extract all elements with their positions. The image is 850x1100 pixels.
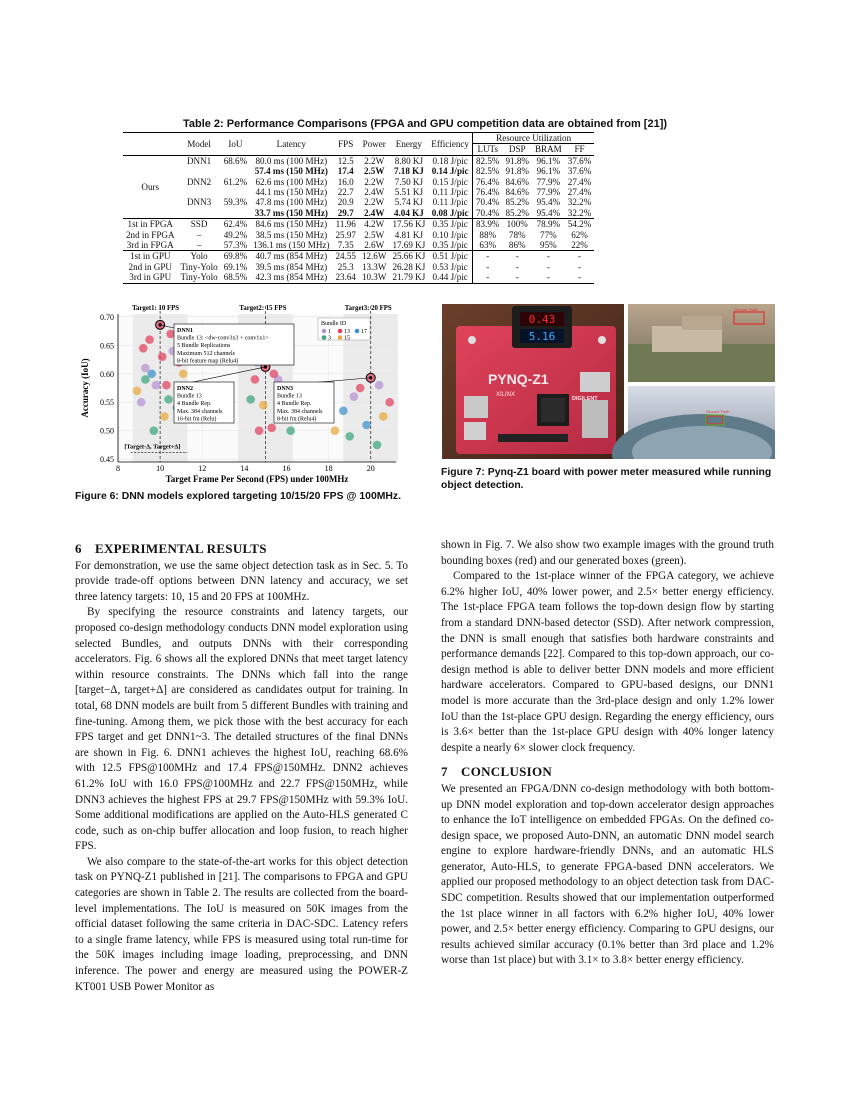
col-iou: IoU <box>221 133 251 156</box>
target-label: Target3: 20 FPS <box>344 305 392 312</box>
data-point <box>164 395 173 404</box>
bram-cell: 96.1% <box>536 166 561 177</box>
col-energy: Energy <box>389 133 428 156</box>
iou-cell: 62.4% <box>221 219 251 230</box>
col-power: Power <box>359 133 390 156</box>
fpga-rows <box>123 219 594 251</box>
energy-cell: 21.79 KJ <box>389 272 428 283</box>
y-tick-label: 0.60 <box>100 369 114 379</box>
bram-cell: 95.4% <box>536 207 561 218</box>
x-tick-label: 16 <box>282 464 291 473</box>
dsp-cell: 86% <box>508 240 526 251</box>
energy-cell: 17.69 KJ <box>392 240 426 251</box>
bram-cell: - <box>546 261 550 272</box>
entry-name-cell: 3rd in FPGA <box>126 240 174 251</box>
data-point <box>379 412 388 421</box>
paragraph: We presented an FPGA/DNN co-design methodology with both bottom-up DNN model exploration and top-down accelerator design approaches to enhance the IoT intelligence on embedded FPGAs. On the defined co-design space, we proposed Auto-DNN, an automatic DNN model search engine to explore hardware-friendly DNNs, and an automatic HLS generator, Auto-HLS, to generate FPGA-based DNN accelerators. We applied our proposed methodology to an object detection task from DAC-SDC competition. Results showed that our implementation outperformed the 1st place winner in all factors with 6.2% higher IoU, 40% lower power, and 2.5× better energy efficiency. Comparing to GPU designs, our results achieved similar accuracy (0.1% better than 3rd place and 1.2% worse than 1st place) but with 3.1× to 3.8× better energy efficiency. <box>441 782 774 967</box>
ff-cell: - <box>565 251 595 262</box>
col-resource-utilization: Resource Utilization <box>472 133 594 144</box>
legend-swatch <box>322 335 327 340</box>
power-cell: 2.2W <box>364 197 385 208</box>
data-point <box>286 426 295 435</box>
table-row <box>123 155 594 166</box>
table-row <box>123 262 594 272</box>
fig6-scatter-chart <box>78 302 398 484</box>
callout-text: Bundle 13: <dw-conv3x3 + conv1x1> <box>177 335 269 342</box>
latency-cell: 38.5 ms (150 MHz) <box>255 229 328 240</box>
x-tick-label: 10 <box>156 464 165 473</box>
eff-cell: 0.15 J/pic <box>432 176 468 187</box>
data-point <box>160 412 169 421</box>
latency-cell: 44.1 ms (150 MHz) <box>255 187 328 198</box>
model-cell: Yolo <box>178 251 221 262</box>
x-tick-label: 8 <box>116 464 120 473</box>
meter-bottom-readout: 5.16 <box>528 330 556 343</box>
target-label: Target2: 15 FPS <box>239 305 287 312</box>
luts-cell: 70.4% <box>472 197 502 207</box>
y-axis-title: Accuracy (IoU) <box>80 358 90 418</box>
power-cell: 4.2W <box>359 219 390 230</box>
data-point <box>356 384 365 393</box>
fig6-caption: Figure 6: DNN models explored targeting 10/15/20 FPS @ 100MHz. <box>75 491 401 502</box>
data-point <box>133 387 142 396</box>
data-point <box>158 352 167 361</box>
power-cell: 2.6W <box>364 240 385 251</box>
bram-cell: 96.1% <box>532 155 565 166</box>
legend-swatch <box>355 329 360 334</box>
luts-cell: 82.5% <box>472 166 502 176</box>
eff-cell: 0.18 J/pic <box>428 155 472 166</box>
fps-cell: 22.7 <box>337 187 354 198</box>
ours-rows <box>123 155 594 218</box>
y-tick-label: 0.45 <box>100 455 114 465</box>
paragraph: We also compare to the state-of-the-art works for this object detection task on PYNQ-Z1 published in [21]. The comparisons to FPGA and GPU categories are shown in Table 2. The results are collected from the board-level implementations. The IoU is measured on 50K images from the official dataset following the same criteria in DAC-SDC. Latency refers to a single frame latency, while FPS is measured using total run-time for the 50K images including image loading, preprocessing, and DNN inference. The power and energy are measured using the POWER-Z KT001 USB Power Monitor as <box>75 855 408 993</box>
range-label: [Target-Δ, Target+Δ] <box>124 443 181 451</box>
bram-cell: - <box>532 251 565 262</box>
table-row <box>123 219 594 230</box>
pynq-board-photo <box>442 304 624 459</box>
paragraph: For demonstration, we use the same object detection task as in Sec. 5. To provide trade-off options between DNN latency and accuracy, we set three latency targets: 10, 15 and 20 FPS at 100MHz. <box>75 559 408 603</box>
energy-cell: 26.28 KJ <box>392 261 426 272</box>
table-row <box>123 230 594 240</box>
ff-cell: 27.4% <box>567 176 592 187</box>
dsp-cell: 91.8% <box>505 166 529 177</box>
power-cell: 13.3W <box>361 261 387 272</box>
section-7-number: 7 <box>441 764 448 780</box>
x-tick-label: 12 <box>198 464 207 473</box>
col-dsp: DSP <box>502 144 532 155</box>
ff-cell: 37.6% <box>565 155 595 166</box>
section-7-heading <box>441 764 774 780</box>
model-cell: Tiny-Yolo <box>180 261 218 272</box>
table-caption: Table 2: Performance Comparisons (FPGA and GPU competition data are obtained from [21]) <box>182 118 668 130</box>
data-point <box>331 426 340 435</box>
eff-cell: 0.44 J/pic <box>428 272 472 283</box>
ff-cell: - <box>565 272 595 283</box>
y-tick-label: 0.55 <box>100 398 114 408</box>
eff-cell: 0.11 J/pic <box>432 197 468 208</box>
dsp-cell: 91.8% <box>502 155 532 166</box>
eff-cell: 0.53 J/pic <box>432 261 468 272</box>
iou-cell: 69.1% <box>223 261 248 272</box>
entry-name-cell: 1st in FPGA <box>123 219 178 230</box>
dsp-cell: - <box>502 272 532 283</box>
col-model: Model <box>178 133 221 156</box>
luts-cell: - <box>472 262 502 272</box>
latency-cell: 47.8 ms (100 MHz) <box>255 197 328 208</box>
section-7-title: CONCLUSION <box>461 764 553 780</box>
energy-cell: 8.80 KJ <box>389 155 428 166</box>
col-luts: LUTs <box>472 144 502 155</box>
power-cell: 2.4W <box>364 187 385 198</box>
model-cell: – <box>196 240 202 251</box>
iou-cell: 61.2% <box>223 176 248 187</box>
section-6-number: 6 <box>75 541 82 556</box>
latency-cell: 57.4 ms (150 MHz) <box>254 166 328 177</box>
model-cell: – <box>196 229 202 240</box>
x-tick-label: 14 <box>240 464 249 473</box>
luts-cell: - <box>472 251 502 262</box>
energy-cell: 4.04 KJ <box>393 207 424 218</box>
gt-label-1: Ground Truth <box>734 307 758 312</box>
x-axis-title: Target Frame Per Second (FPS) under 100MHz <box>165 474 349 484</box>
section-6-heading <box>75 541 408 557</box>
energy-cell: 7.50 KJ <box>394 176 423 187</box>
x-tick-label: 18 <box>324 464 333 473</box>
callout-text: 16-bit fm (Relu) <box>177 416 217 423</box>
performance-table <box>123 132 594 284</box>
model-cell: SSD <box>178 219 221 230</box>
iou-cell: 68.6% <box>221 155 251 176</box>
gt-label-2: Ground Truth <box>706 409 730 414</box>
eff-cell: 0.35 J/pic <box>432 240 468 251</box>
latency-cell: 39.5 ms (854 MHz) <box>255 261 328 272</box>
legend-item-label: 15 <box>344 335 350 342</box>
latency-cell: 84.6 ms (150 MHz) <box>250 219 332 230</box>
table-row <box>123 272 594 283</box>
ff-cell: - <box>578 261 582 272</box>
luts-cell: 76.4% <box>472 187 502 197</box>
eff-cell: 0.08 J/pic <box>431 207 469 218</box>
legend-item-label: 3 <box>328 335 331 342</box>
latency-cell: 80.0 ms (100 MHz) <box>250 155 332 166</box>
paragraph: Compared to the 1st-place winner of the FPGA category, we achieve 6.2% higher IoU, 40% lower power, and 2.5× better energy efficiency. The 1st-place FPGA team follows the top-down design flow by starting from a standard DNN-based detector (SSD). After network compression, the DNN is small enough that satisfies both hardware constraints and performance demands [22]. Compared to this top-down approach, our co-design method is able to deliver better DNN models and more efficient hardware accelerators. Compared to GPU-based designs, our DNN1 model is more accurate than the 3rd-place design and only 1.2% lower IoU than the 1st-place GPU design. Regarding the energy efficiency, ours is 3.6× better than the 1st-place GPU design with 40% longer latency despite a nearly 6× slower clock frequency. <box>441 570 774 754</box>
dsp-cell: - <box>515 261 519 272</box>
eff-cell: 0.14 J/pic <box>431 166 469 177</box>
data-point <box>259 401 268 410</box>
xilinx-label: XILINX <box>496 392 516 398</box>
col-fps: FPS <box>332 133 358 156</box>
y-tick-label: 0.70 <box>100 312 114 322</box>
latency-cell: 136.1 ms (150 MHz) <box>253 240 330 251</box>
dsp-cell: 100% <box>502 219 532 230</box>
data-point <box>137 398 146 407</box>
data-point <box>251 375 260 384</box>
data-point <box>145 335 154 344</box>
fps-cell: 23.64 <box>332 272 358 283</box>
ff-cell: 54.2% <box>565 219 595 230</box>
aerial-photo-1 <box>628 304 775 382</box>
fps-cell: 24.55 <box>332 251 358 262</box>
y-tick-label: 0.50 <box>100 426 114 436</box>
right-column <box>441 538 774 969</box>
iou-cell: 59.3% <box>223 197 248 208</box>
dsp-cell: 84.6% <box>505 187 529 198</box>
callout-text: DNN1 <box>177 328 193 334</box>
callout-text: Max. 384 channels <box>177 408 223 415</box>
power-cell: 12.6W <box>359 251 390 262</box>
dsp-cell: 78% <box>508 229 526 240</box>
data-point <box>141 375 150 384</box>
data-point <box>267 424 276 433</box>
section-6-title: EXPERIMENTAL RESULTS <box>95 541 267 556</box>
energy-cell: 5.74 KJ <box>394 197 423 208</box>
model-cell: DNN3 <box>186 197 212 208</box>
fps-cell: 16.0 <box>337 176 354 187</box>
luts-cell: 76.4% <box>472 177 502 187</box>
data-point <box>246 395 255 404</box>
entry-name-cell: 1st in GPU <box>123 251 178 262</box>
data-point <box>150 426 159 435</box>
table-row <box>123 251 594 262</box>
callout-text: 4 Bundle Rep. <box>277 401 312 408</box>
ff-cell: 32.2% <box>567 197 592 208</box>
luts-cell: 88% <box>472 230 502 240</box>
luts-cell: - <box>472 272 502 283</box>
bram-cell: 77.9% <box>536 187 561 198</box>
power-cell: 2.2W <box>364 176 385 187</box>
model-cell: DNN1 <box>178 155 221 176</box>
dsp-cell: 85.2% <box>505 197 529 208</box>
target-label: Target1: 10 FPS <box>132 305 180 312</box>
digilent-label: DIGILENT <box>572 396 598 402</box>
latency-cell: 33.7 ms (150 MHz) <box>254 207 328 218</box>
latency-cell: 42.3 ms (854 MHz) <box>250 272 332 283</box>
callout-text: 5 Bundle Replications <box>177 343 231 350</box>
model-cell: Tiny-Yolo <box>178 272 221 283</box>
col-ff: FF <box>565 144 595 155</box>
x-tick-label: 20 <box>366 464 375 473</box>
iou-cell: 68.5% <box>221 272 251 283</box>
iou-cell: 69.8% <box>221 251 251 262</box>
eff-cell: 0.10 J/pic <box>432 229 468 240</box>
data-point <box>373 441 382 450</box>
legend-swatch <box>338 329 343 334</box>
callout-text: Maximum 512 channels <box>177 350 235 357</box>
energy-cell: 17.56 KJ <box>389 219 428 230</box>
legend-item-label: 13 <box>344 329 350 336</box>
dsp-cell: 84.6% <box>505 176 529 187</box>
entry-name-cell: 2nd in FPGA <box>126 229 175 240</box>
luts-cell: 63% <box>472 240 502 251</box>
data-point <box>255 426 264 435</box>
bram-cell: - <box>532 272 565 283</box>
legend-item-label: 1 <box>328 329 331 336</box>
gpu-rows <box>123 251 594 283</box>
energy-cell: 4.81 KJ <box>394 229 423 240</box>
y-tick-label: 0.65 <box>100 341 114 351</box>
callout-text: DNN3 <box>277 386 293 392</box>
fig7-caption: Figure 7: Pynq-Z1 board with power meter measured while running object detection. <box>441 467 772 491</box>
data-point <box>385 398 394 407</box>
legend-title: Bundle ID <box>321 321 347 327</box>
col-blank <box>123 133 178 144</box>
table-row <box>123 240 594 251</box>
col-efficiency: Efficiency <box>428 133 472 156</box>
fps-cell: 7.35 <box>337 240 354 251</box>
energy-cell: 25.66 KJ <box>389 251 428 262</box>
latency-cell: 40.7 ms (854 MHz) <box>250 251 332 262</box>
ff-cell: 62% <box>571 229 588 240</box>
callout-text: Max. 384 channels <box>277 408 323 415</box>
table-row <box>123 177 594 187</box>
data-point <box>179 369 188 378</box>
col-blank2 <box>123 144 178 155</box>
paragraph: By specifying the resource constraints and latency targets, our proposed co-design methodology conducts DNN model exploration using selected Bundles, and outputs DNNs with their corresponding accelerators. Fig. 6 shows all the explored DNNs that meet target latency within resource constraints. The DNNs which fall into the range [target−Δ, target+Δ] are considered as candidates output for training. In total, 68 DNN models are built from 5 different Bundles with training and fine-tuning. Among them, we pick those with the best accuracy for each FPS target and get DNN1~3. The detailed structures of the final DNNs are shown in Fig. 6. DNN1 achieves the highest IoU, reaching 68.6% with 12.5 FPS@100MHz and 17.4 FPS@150MHz. DNN2 achieves 61.2% IoU with 16.0 FPS@100MHz and 22.7 FPS@150MHz, while DNN3 achieves the highest FPS at 29.7 FPS@150MHz with 59.3% IoU. Some additional modifications are applied on the Auto-HLS generated C code, such as on-chip buffer allocation and loop fusion, to reach higher FPS. <box>75 606 408 853</box>
data-point <box>345 432 354 441</box>
ff-cell: 22% <box>571 240 588 251</box>
data-point <box>152 381 161 390</box>
entry-name-cell: 3rd in GPU <box>123 272 178 283</box>
col-bram: BRAM <box>532 144 565 155</box>
latency-cell: 62.6 ms (100 MHz) <box>255 176 328 187</box>
energy-cell: 5.51 KJ <box>394 187 423 198</box>
ff-cell: 32.2% <box>567 207 592 218</box>
dsp-cell: 85.2% <box>505 207 529 218</box>
power-cell: 2.2W <box>359 155 390 166</box>
meter-top-readout: 0.43 <box>528 313 556 326</box>
fps-cell: 17.4 <box>337 166 354 177</box>
legend-swatch <box>338 335 343 340</box>
ours-label: Ours <box>123 155 178 218</box>
callout-text: 4 Bundle Rep. <box>177 401 212 408</box>
iou-cell: 57.3% <box>223 240 248 251</box>
data-point <box>350 392 359 401</box>
aerial-photo-2 <box>612 386 775 459</box>
callout-text: 8-bit fm (Relu4) <box>277 416 317 423</box>
entry-name-cell: 2nd in GPU <box>128 261 172 272</box>
eff-cell: 0.51 J/pic <box>428 251 472 262</box>
paragraph: shown in Fig. 7. We also show two example images with the ground truth bounding boxes (red) and our generated boxes (green). <box>441 539 774 567</box>
data-point <box>362 421 371 430</box>
fps-cell: 20.9 <box>337 197 354 208</box>
callout-text: DNN2 <box>177 386 193 392</box>
fps-cell: 25.97 <box>335 229 356 240</box>
fps-cell: 12.5 <box>332 155 358 166</box>
energy-cell: 7.18 KJ <box>393 166 424 177</box>
data-point <box>375 381 384 390</box>
table-row <box>123 197 594 207</box>
dsp-cell: - <box>502 251 532 262</box>
callout-text: 8-bit feature map (Relu4) <box>177 358 239 365</box>
bram-cell: 78.9% <box>532 219 565 230</box>
callout-text: Bundle 13 <box>277 393 302 400</box>
col-latency: Latency <box>250 133 332 156</box>
legend-swatch <box>322 329 327 334</box>
legend-item-label: 17 <box>361 329 367 336</box>
eff-cell: 0.35 J/pic <box>428 219 472 230</box>
power-cell: 2.5W <box>363 166 385 177</box>
fps-cell: 11.96 <box>332 219 358 230</box>
data-point <box>162 381 171 390</box>
ff-cell: 37.6% <box>567 166 592 177</box>
left-column <box>75 541 408 995</box>
bram-cell: 77% <box>540 229 557 240</box>
data-point <box>139 344 148 353</box>
board-label: PYNQ-Z1 <box>488 371 549 387</box>
eff-cell: 0.11 J/pic <box>432 187 468 198</box>
fps-cell: 25.3 <box>337 261 354 272</box>
ff-cell: 27.4% <box>567 187 592 198</box>
power-cell: 2.4W <box>363 207 385 218</box>
iou-cell: 49.2% <box>223 229 248 240</box>
power-cell: 10.3W <box>359 272 390 283</box>
luts-cell: 83.9% <box>472 219 502 230</box>
data-point <box>166 330 175 339</box>
data-point <box>270 369 279 378</box>
fps-cell: 29.7 <box>337 207 354 218</box>
luts-cell: 70.4% <box>472 208 502 219</box>
data-point <box>339 406 348 415</box>
bram-cell: 95% <box>540 240 557 251</box>
power-cell: 2.5W <box>364 229 385 240</box>
model-cell: DNN2 <box>186 176 212 187</box>
fig7-photo-panel <box>442 304 775 459</box>
luts-cell: 82.5% <box>472 155 502 166</box>
bram-cell: 77.9% <box>536 176 561 187</box>
callout-text: Bundle 13 <box>177 393 202 400</box>
bram-cell: 95.4% <box>536 197 561 208</box>
